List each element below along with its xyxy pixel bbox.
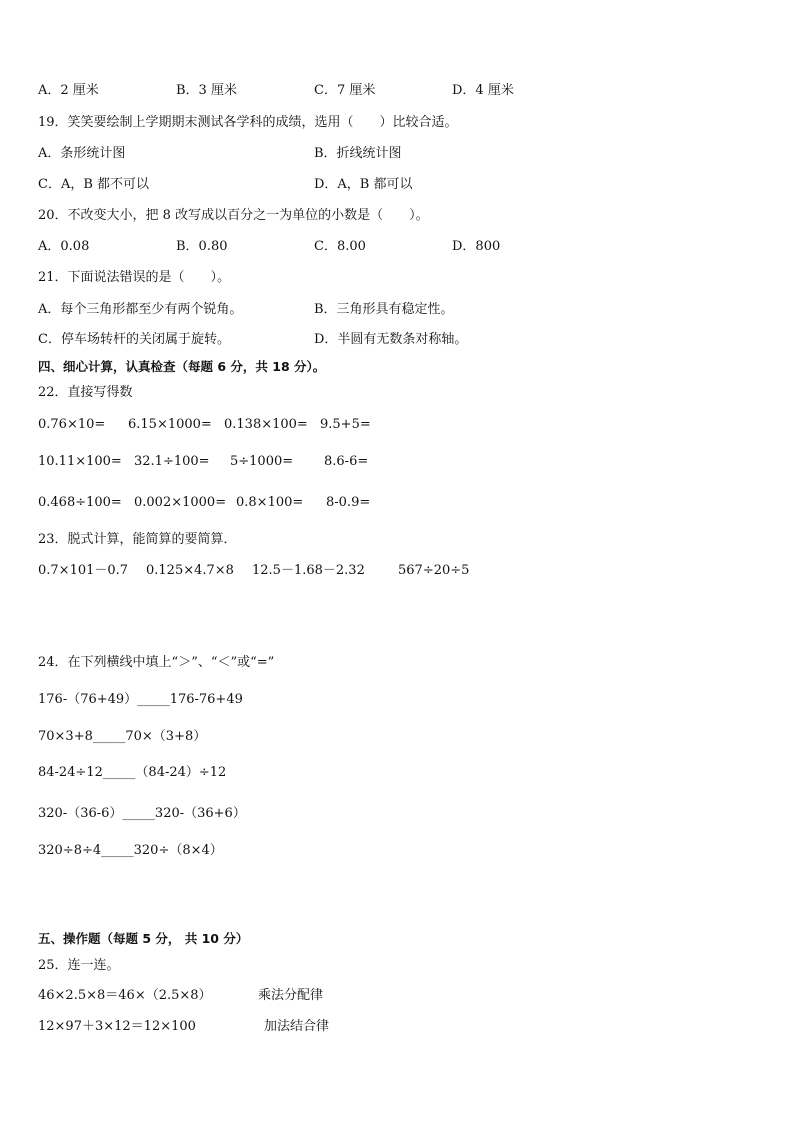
q18-option-a: A．2 厘米 <box>38 83 99 98</box>
q25-left-item: 12×97＋3×12＝12×100 <box>38 1019 196 1034</box>
q22-item: 0.8×100= <box>236 495 304 510</box>
q24-left: 70×3+8 <box>38 729 93 744</box>
q24-row <box>38 692 243 708</box>
q22-item: 0.76×10= <box>38 417 106 432</box>
q19-option-c: C．A，B 都不可以 <box>38 177 150 192</box>
section-4-title: 四、细心计算，认真检查（每题 6 分，共 18 分）。 <box>38 359 326 374</box>
q24-row <box>38 843 223 859</box>
q21-option-d: D．半圆有无数条对称轴。 <box>314 332 468 347</box>
q24-right: 320-（36+6） <box>154 806 246 821</box>
q20-stem: 20．不改变大小，把 8 改写成以百分之一为单位的小数是（ ）。 <box>38 208 429 223</box>
q24-blank[interactable]: _____ <box>122 806 155 821</box>
q20-option-d: D．800 <box>452 239 501 254</box>
q22-item: 9.5+5= <box>320 417 371 432</box>
q24-right: 70×（3+8） <box>125 729 207 744</box>
q22-item: 0.138×100= <box>224 417 308 432</box>
q22-item: 6.15×1000= <box>128 417 212 432</box>
q25-right-item: 加法结合律 <box>264 1019 330 1034</box>
q23-item: 0.125×4.7×8 <box>146 563 234 578</box>
q23-stem: 23．脱式计算，能简算的要简算． <box>38 532 237 547</box>
q24-right: 176-76+49 <box>169 692 243 707</box>
q19-option-d: D．A，B 都可以 <box>314 177 413 192</box>
q22-stem: 22．直接写得数 <box>38 385 133 400</box>
q21-option-c: C．停车场转杆的关闭属于旋转。 <box>38 332 230 347</box>
q24-right: 320÷（8×4） <box>133 843 223 858</box>
q24-row <box>38 765 226 781</box>
q22-item: 8.6-6= <box>324 454 369 469</box>
q19-stem: 19．笑笑要绘制上学期期末测试各学科的成绩，选用（ ）比较合适。 <box>38 115 458 130</box>
q18-option-b: B．3 厘米 <box>176 83 237 98</box>
q22-item: 8-0.9= <box>326 495 371 510</box>
q24-row <box>38 729 206 745</box>
q22-item: 0.002×1000= <box>134 495 227 510</box>
q24-row <box>38 806 246 822</box>
q21-option-a: A．每个三角形都至少有两个锐角。 <box>38 302 243 317</box>
q21-stem: 21．下面说法错误的是（ ）。 <box>38 270 231 285</box>
q22-item: 10.11×100= <box>38 454 122 469</box>
q18-option-c: C．7 厘米 <box>314 83 376 98</box>
q19-option-a: A．条形统计图 <box>38 146 126 161</box>
q24-stem: 24．在下列横线中填上“＞”、“＜”或“=” <box>38 655 275 670</box>
q24-blank[interactable]: _____ <box>92 729 126 744</box>
q23-item: 12.5－1.68－2.32 <box>252 563 365 578</box>
q24-left: 320-（36-6） <box>38 806 123 821</box>
q20-option-a: A．0.08 <box>38 239 90 254</box>
q22-item: 32.1÷100= <box>134 454 210 469</box>
q23-item: 0.7×101－0.7 <box>38 563 129 578</box>
q25-left-item: 46×2.5×8＝46×（2.5×8） <box>38 988 212 1003</box>
q24-right: （84-24）÷12 <box>135 765 227 780</box>
q24-left: 176-（76+49） <box>38 692 138 707</box>
q23-item: 567÷20÷5 <box>398 563 470 578</box>
q24-blank[interactable]: _____ <box>102 765 136 780</box>
q20-option-c: C．8.00 <box>314 239 366 254</box>
q18-option-d: D．4 厘米 <box>452 83 514 98</box>
q25-stem: 25．连一连。 <box>38 958 120 973</box>
q25-right-item: 乘法分配律 <box>258 988 324 1003</box>
q24-left: 84-24÷12 <box>38 765 103 780</box>
q24-blank[interactable]: _____ <box>101 843 134 858</box>
q20-option-b: B．0.80 <box>176 239 228 254</box>
q21-option-b: B．三角形具有稳定性。 <box>314 302 454 317</box>
q24-blank[interactable]: _____ <box>137 692 170 707</box>
q19-option-b: B．折线统计图 <box>314 146 402 161</box>
q24-left: 320÷8÷4 <box>38 843 102 858</box>
q22-item: 5÷1000= <box>230 454 294 469</box>
q22-item: 0.468÷100= <box>38 495 122 510</box>
section-5-title: 五、操作题（每题 5 分， 共 10 分） <box>38 931 249 946</box>
